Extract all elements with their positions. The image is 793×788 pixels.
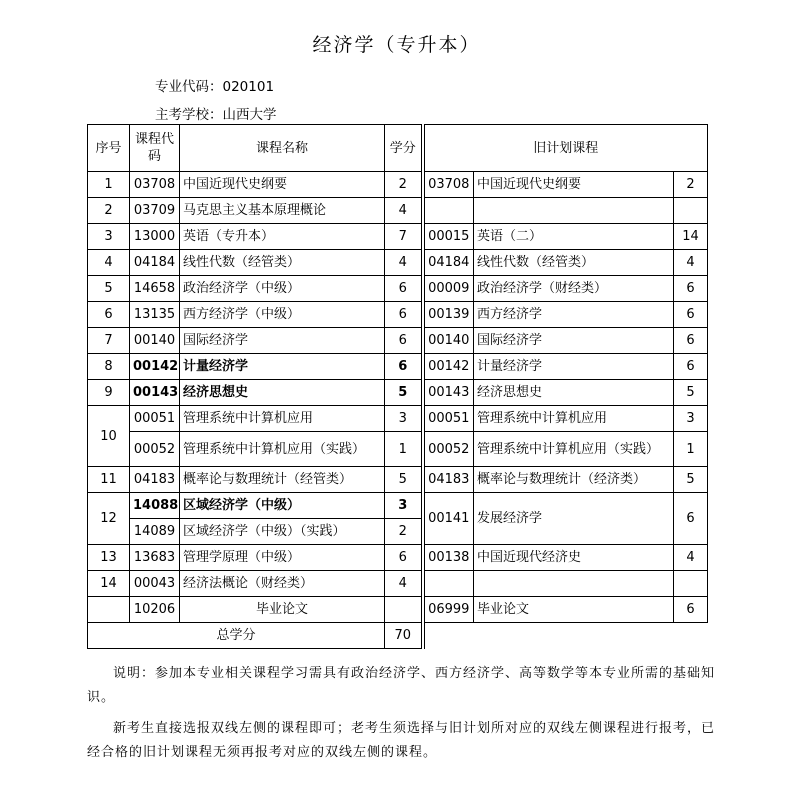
cell-old-credit: 3 xyxy=(674,406,708,432)
cell-old-name: 计量经济学 xyxy=(474,354,674,380)
cell-old-code: 00143 xyxy=(423,380,474,406)
cell-old-name: 毕业论文 xyxy=(474,597,674,623)
cell-credit: 6 xyxy=(385,545,423,571)
cell-old-code: 04184 xyxy=(423,250,474,276)
total-value: 70 xyxy=(385,623,423,649)
page-title: 经济学（专升本） xyxy=(312,34,481,56)
cell-name: 概率论与数理统计（经管类） xyxy=(180,467,385,493)
major-code: 专业代码：020101 xyxy=(155,79,275,95)
cell-code: 00052 xyxy=(130,432,180,467)
cell-code: 13683 xyxy=(130,545,180,571)
cell-old-name xyxy=(474,198,674,224)
note-paragraph: 新考生直接选报双线左侧的课程即可；老考生须选择与旧计划所对应的双线左侧课程进行报考，已经合格的旧计划课程无须再报考对应的双线左侧的课程。 xyxy=(87,721,716,760)
cell-old-name: 概率论与数理统计（经济类） xyxy=(474,467,674,493)
header-old-plan: 旧计划课程 xyxy=(423,125,708,172)
cell-old-code xyxy=(423,198,474,224)
cell-name: 英语（专升本） xyxy=(180,224,385,250)
cell-old-name: 西方经济学 xyxy=(474,302,674,328)
cell-seq: 5 xyxy=(88,276,130,302)
cell-old-code: 00051 xyxy=(423,406,474,432)
table-row xyxy=(88,328,708,354)
cell-name: 西方经济学（中级） xyxy=(180,302,385,328)
table-row xyxy=(88,380,708,406)
cell-code: 03709 xyxy=(130,198,180,224)
table-row xyxy=(88,432,708,467)
course-table xyxy=(87,124,708,649)
cell-old-credit: 4 xyxy=(674,250,708,276)
cell-old-credit: 6 xyxy=(674,597,708,623)
cell-name: 计量经济学 xyxy=(180,354,385,380)
cell-old-code: 00141 xyxy=(423,493,474,545)
table-row xyxy=(88,276,708,302)
cell-seq: 2 xyxy=(88,198,130,224)
table-row xyxy=(88,302,708,328)
cell-name: 管理学原理（中级） xyxy=(180,545,385,571)
cell-credit xyxy=(385,597,423,623)
table-row xyxy=(88,493,708,519)
cell-code: 03708 xyxy=(130,172,180,198)
cell-code: 14089 xyxy=(130,519,180,545)
total-label: 总学分 xyxy=(88,623,385,649)
cell-name: 经济法概论（财经类） xyxy=(180,571,385,597)
cell-code: 14088 xyxy=(130,493,180,519)
cell-old-credit: 6 xyxy=(674,276,708,302)
cell-old-credit: 5 xyxy=(674,467,708,493)
cell-name: 管理系统中计算机应用 xyxy=(180,406,385,432)
cell-old-name: 管理系统中计算机应用（实践） xyxy=(474,432,674,467)
cell-seq: 12 xyxy=(88,493,130,545)
cell-name: 区域经济学（中级） xyxy=(180,493,385,519)
cell-credit: 7 xyxy=(385,224,423,250)
cell-code: 00043 xyxy=(130,571,180,597)
cell-credit: 4 xyxy=(385,250,423,276)
cell-code: 00140 xyxy=(130,328,180,354)
table-row xyxy=(88,172,708,198)
cell-name: 政治经济学（中级） xyxy=(180,276,385,302)
cell-credit: 6 xyxy=(385,276,423,302)
cell-old-credit: 14 xyxy=(674,224,708,250)
cell-name: 管理系统中计算机应用（实践） xyxy=(180,432,385,467)
cell-old-code: 03708 xyxy=(423,172,474,198)
cell-old-name: 中国近现代经济史 xyxy=(474,545,674,571)
cell-old-name: 政治经济学（财经类） xyxy=(474,276,674,302)
cell-code: 00051 xyxy=(130,406,180,432)
cell-name: 线性代数（经管类） xyxy=(180,250,385,276)
cell-seq: 10 xyxy=(88,406,130,467)
cell-name: 国际经济学 xyxy=(180,328,385,354)
cell-old-name: 经济思想史 xyxy=(474,380,674,406)
cell-old-credit: 6 xyxy=(674,354,708,380)
cell-old-credit: 4 xyxy=(674,545,708,571)
cell-seq: 4 xyxy=(88,250,130,276)
table-header-row xyxy=(88,125,708,172)
cell-code: 13135 xyxy=(130,302,180,328)
cell-credit: 4 xyxy=(385,571,423,597)
cell-old-code: 00140 xyxy=(423,328,474,354)
cell-seq: 14 xyxy=(88,571,130,597)
cell-old-name: 发展经济学 xyxy=(474,493,674,545)
cell-old-code: 00142 xyxy=(423,354,474,380)
cell-old-code: 04183 xyxy=(423,467,474,493)
cell-old-credit xyxy=(674,198,708,224)
cell-code: 10206 xyxy=(130,597,180,623)
cell-old-name: 管理系统中计算机应用 xyxy=(474,406,674,432)
cell-name: 中国近现代史纲要 xyxy=(180,172,385,198)
total-empty xyxy=(423,623,708,649)
header-credit: 学分 xyxy=(385,125,423,172)
table-row xyxy=(88,198,708,224)
cell-code: 00143 xyxy=(130,380,180,406)
cell-seq: 3 xyxy=(88,224,130,250)
cell-credit: 2 xyxy=(385,172,423,198)
table-row xyxy=(88,597,708,623)
cell-credit: 5 xyxy=(385,467,423,493)
cell-credit: 5 xyxy=(385,380,423,406)
cell-name: 区域经济学（中级）（实践） xyxy=(180,519,385,545)
table-row xyxy=(88,545,708,571)
cell-name: 毕业论文 xyxy=(180,597,385,623)
table-row xyxy=(88,224,708,250)
cell-seq: 11 xyxy=(88,467,130,493)
cell-old-code: 06999 xyxy=(423,597,474,623)
cell-code: 13000 xyxy=(130,224,180,250)
table-row xyxy=(88,467,708,493)
cell-old-code: 00138 xyxy=(423,545,474,571)
cell-credit: 3 xyxy=(385,493,423,519)
cell-old-credit: 2 xyxy=(674,172,708,198)
table-row xyxy=(88,571,708,597)
cell-credit: 4 xyxy=(385,198,423,224)
cell-old-code: 00052 xyxy=(423,432,474,467)
cell-name: 马克思主义基本原理概论 xyxy=(180,198,385,224)
cell-old-credit: 5 xyxy=(674,380,708,406)
cell-old-code: 00015 xyxy=(423,224,474,250)
cell-credit: 1 xyxy=(385,432,423,467)
table-row xyxy=(88,406,708,432)
cell-credit: 6 xyxy=(385,302,423,328)
cell-seq: 13 xyxy=(88,545,130,571)
cell-old-name: 国际经济学 xyxy=(474,328,674,354)
cell-old-credit: 6 xyxy=(674,302,708,328)
cell-old-name xyxy=(474,571,674,597)
cell-credit: 2 xyxy=(385,519,423,545)
cell-old-code xyxy=(423,571,474,597)
cell-old-credit: 1 xyxy=(674,432,708,467)
cell-name: 经济思想史 xyxy=(180,380,385,406)
cell-seq: 6 xyxy=(88,302,130,328)
cell-seq: 8 xyxy=(88,354,130,380)
cell-seq: 1 xyxy=(88,172,130,198)
header-seq: 序号 xyxy=(88,125,130,172)
cell-seq xyxy=(88,597,130,623)
cell-old-credit xyxy=(674,571,708,597)
exam-school: 主考学校：山西大学 xyxy=(155,107,277,123)
table-row xyxy=(88,250,708,276)
cell-credit: 6 xyxy=(385,328,423,354)
cell-seq: 9 xyxy=(88,380,130,406)
header-name: 课程名称 xyxy=(180,125,385,172)
cell-old-credit: 6 xyxy=(674,493,708,545)
cell-seq: 7 xyxy=(88,328,130,354)
cell-old-name: 中国近现代史纲要 xyxy=(474,172,674,198)
cell-credit: 6 xyxy=(385,354,423,380)
cell-old-code: 00009 xyxy=(423,276,474,302)
cell-credit: 3 xyxy=(385,406,423,432)
cell-old-name: 线性代数（经管类） xyxy=(474,250,674,276)
header-code: 课程代码 xyxy=(130,125,180,172)
cell-old-name: 英语（二） xyxy=(474,224,674,250)
cell-old-credit: 6 xyxy=(674,328,708,354)
cell-code: 04183 xyxy=(130,467,180,493)
cell-old-code: 00139 xyxy=(423,302,474,328)
cell-code: 00142 xyxy=(130,354,180,380)
note-paragraph: 说明：参加本专业相关课程学习需具有政治经济学、西方经济学、高等数学等本专业所需的基础知识。 xyxy=(87,666,716,705)
total-row xyxy=(88,623,708,649)
cell-code: 14658 xyxy=(130,276,180,302)
table-row xyxy=(88,354,708,380)
cell-code: 04184 xyxy=(130,250,180,276)
